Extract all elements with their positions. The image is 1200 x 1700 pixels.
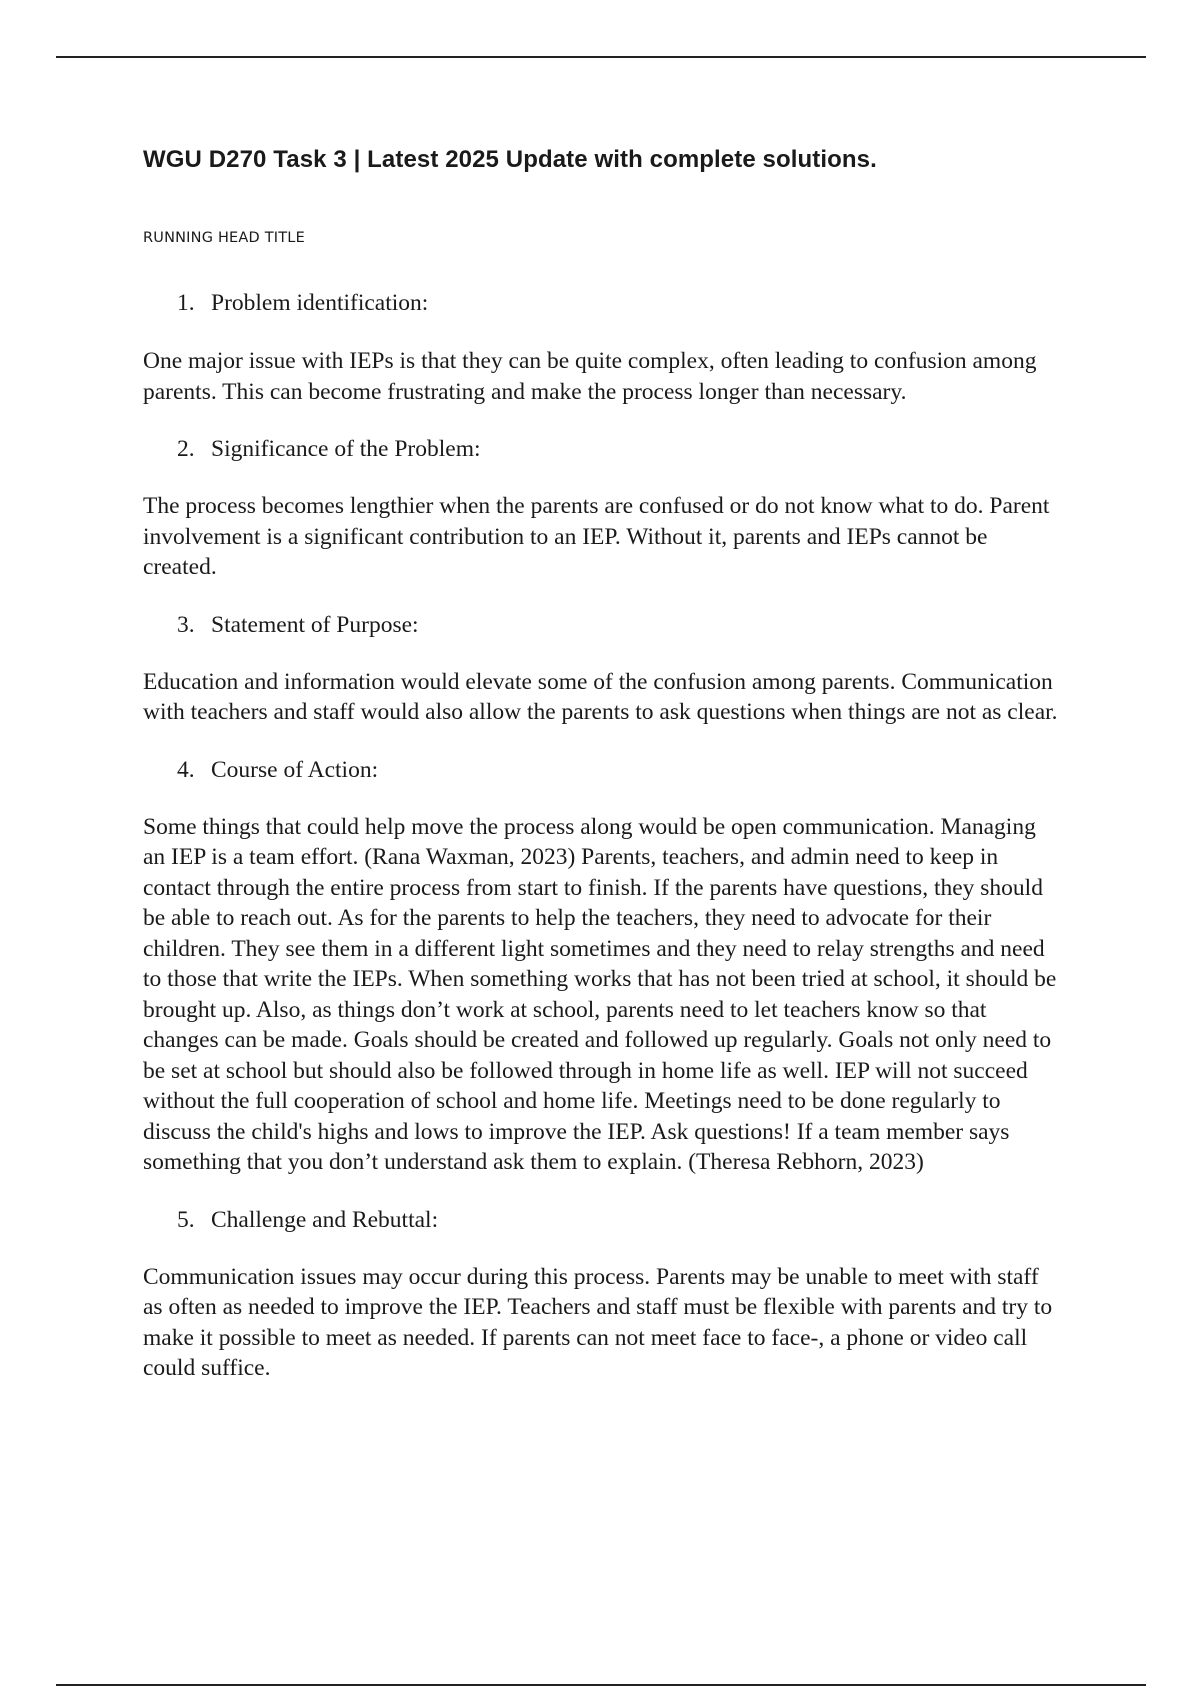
section-significance <box>143 434 1063 583</box>
section-body: The process becomes lengthier when the parents are confused or do not know what to do. Parent involvement is a significant contribution to an IEP. Without it, parents and IEPs cannot be created. <box>143 493 1050 580</box>
section-heading-text: Problem identification: <box>211 290 429 316</box>
document-title: WGU D270 Task 3 | Latest 2025 Update with complete solutions. <box>143 146 877 173</box>
document-page <box>143 142 1063 1384</box>
top-divider <box>56 56 1146 58</box>
section-number: 1. <box>177 290 195 316</box>
section-problem-identification <box>143 288 1063 407</box>
section-statement-of-purpose <box>143 610 1063 728</box>
section-heading <box>143 610 1063 640</box>
bottom-divider <box>56 1684 1146 1686</box>
section-challenge-and-rebuttal <box>143 1205 1063 1384</box>
section-number: 4. <box>177 756 195 783</box>
section-number: 2. <box>177 436 195 462</box>
section-number: 3. <box>177 611 195 638</box>
section-course-of-action <box>143 755 1063 1178</box>
section-heading-text: Course of Action: <box>211 756 379 783</box>
section-heading <box>143 755 1063 785</box>
running-head: RUNNING HEAD TITLE <box>143 230 305 246</box>
section-number: 5. <box>177 1206 195 1233</box>
section-heading <box>143 1205 1063 1235</box>
section-body: Education and information would elevate some of the confusion among parents. Communication with teachers and staff would also allow the parents to ask questions when things are not as clear. <box>143 668 1058 725</box>
section-heading <box>143 434 1063 464</box>
section-body: One major issue with IEPs is that they can be quite complex, often leading to confusion among parents. This can become frustrating and make the process longer than necessary. <box>143 348 1037 405</box>
section-heading-text: Challenge and Rebuttal: <box>211 1206 439 1233</box>
section-heading-text: Statement of Purpose: <box>211 611 419 638</box>
section-body: Some things that could help move the process along would be open communication. Managing an IEP is a team effort. (Rana Waxman, 2023) Parents, teachers, and admin need to keep in contact through the entire process from start to finish. If the parents have questions, they should be able to reach out. As for the parents to help the teachers, they need to advocate for their children. They see them in a different light sometimes and they need to relay strengths and need to those that write the IEPs. When something works that has not been tried at school, it should be brought up. Also, as things don’t work at school, parents need to let teachers know so that changes can be made. Goals should be created and followed up regularly. Goals not only need to be set at school but should also be followed through in home life as well. IEP will not succeed without the full cooperation of school and home life. Meetings need to be done regularly to discuss the child's highs and lows to improve the IEP. Ask questions! If a team member says something that you don’t understand ask them to explain. (Theresa Rebhorn, 2023) <box>143 813 1057 1175</box>
section-heading-text: Significance of the Problem: <box>211 436 481 462</box>
section-heading <box>143 288 1063 318</box>
section-body: Communication issues may occur during this process. Parents may be unable to meet with staff as often as needed to improve the IEP. Teachers and staff must be flexible with parents and try to make it possible to meet as needed. If parents can not meet face to face-, a phone or video call could suffice. <box>143 1263 1053 1381</box>
